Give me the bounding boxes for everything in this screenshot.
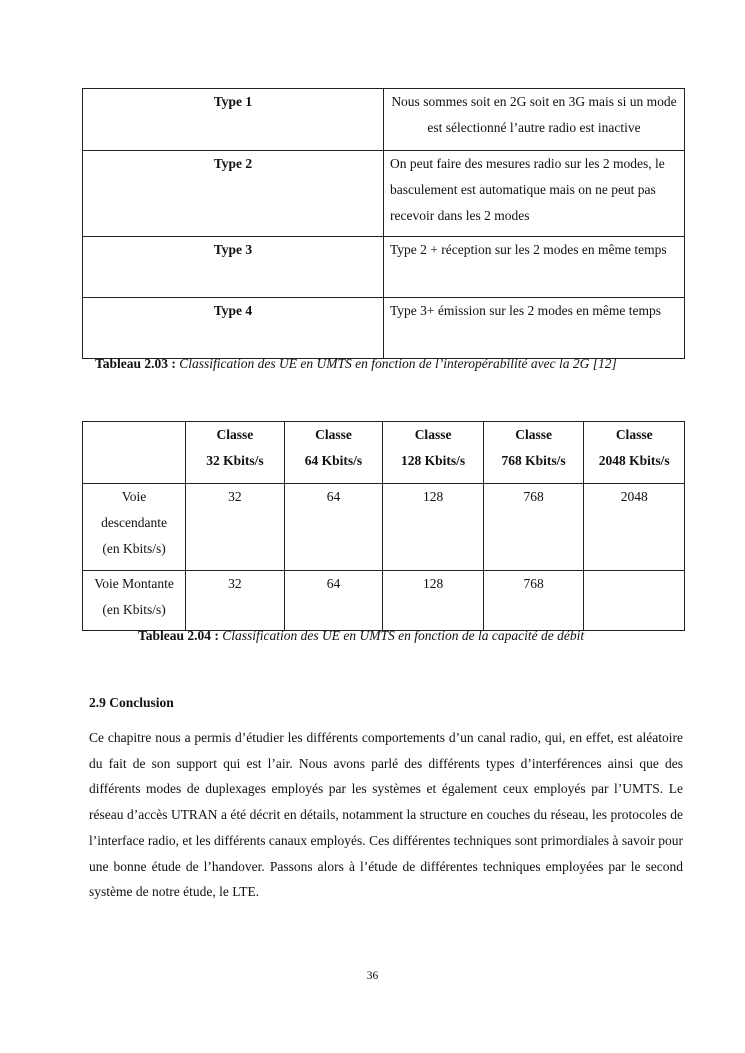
row-label-line: (en Kbits/s) — [102, 602, 166, 617]
table-row — [83, 571, 685, 631]
header-cell — [483, 422, 584, 484]
section-title: 2.9 Conclusion — [89, 695, 174, 710]
value-cell: 768 — [483, 484, 584, 571]
value-cell: 64 — [284, 571, 383, 631]
type-cell: Type 4 — [83, 298, 384, 359]
header-line: Classe — [315, 427, 352, 442]
caption-label: Tableau 2.03 : — [95, 356, 176, 371]
value-cell: 128 — [383, 484, 484, 571]
row-label-line: Voie Montante — [94, 576, 174, 591]
value-cell: 768 — [483, 571, 584, 631]
table-caption — [95, 356, 617, 372]
caption-label: Tableau 2.04 : — [138, 628, 219, 643]
header-line: 64 Kbits/s — [304, 453, 363, 468]
table-row — [83, 484, 685, 571]
type-cell: Type 1 — [83, 89, 384, 151]
value-cell: 2048 — [584, 484, 685, 571]
type-cell: Type 2 — [83, 151, 384, 237]
value-cell: 32 — [186, 484, 285, 571]
header-cell — [584, 422, 685, 484]
description-cell: Type 2 + réception sur les 2 modes en même temps — [384, 237, 685, 298]
conclusion-paragraph: Ce chapitre nous a permis d’étudier les différents comportements d’un canal radio, qui, en effet, est aléatoire du fait de son support qui est l’air. Nous avons parlé des différents types d’interférences ainsi que des différents modes de duplexages employés par les systèmes et également ceux employés par l’UMTS. Le réseau d’accès UTRAN a été décrit en détails, notamment la structure en couches du réseau, les protocoles de l’interface radio, et les différents canaux employés. Ces différentes techniques sont primordiales à savoir pour une bonne étude de l’handover. Passons alors à l’étude de différentes techniques employées par le second système de notre étude, le LTE. — [89, 730, 683, 900]
value-cell: 64 — [284, 484, 383, 571]
header-line: Classe — [216, 427, 254, 442]
ue-bitrate-table — [82, 421, 685, 631]
description-cell: Nous sommes soit en 2G soit en 3G mais si un mode est sélectionné l’autre radio est inactive — [384, 89, 685, 151]
table-row — [83, 237, 685, 298]
table-row — [83, 151, 685, 237]
page-number: 36 — [366, 970, 379, 982]
header-line: 768 Kbits/s — [501, 453, 566, 468]
header-line: Classe — [615, 427, 653, 442]
table-row — [83, 298, 685, 359]
row-label-line: Voie — [121, 489, 147, 504]
description-cell: On peut faire des mesures radio sur les 2 modes, le basculement est automatique mais on ne peut pas recevoir dans les 2 modes — [384, 151, 685, 237]
value-cell — [584, 571, 685, 631]
header-line: Classe — [515, 427, 552, 442]
row-label-line: (en Kbits/s) — [102, 541, 166, 556]
table-header-row — [83, 422, 685, 484]
value-cell: 32 — [186, 571, 285, 631]
description-cell: Type 3+ émission sur les 2 modes en même temps — [384, 298, 685, 359]
table-row — [83, 89, 685, 151]
ue-interoperability-table — [82, 88, 685, 359]
header-cell — [383, 422, 484, 484]
row-label-cell — [83, 571, 186, 631]
value-cell: 128 — [383, 571, 484, 631]
type-cell: Type 3 — [83, 237, 384, 298]
row-label-cell — [83, 484, 186, 571]
header-line: Classe — [414, 427, 452, 442]
row-label-line: descendante — [101, 515, 168, 530]
header-line: 128 Kbits/s — [401, 453, 466, 468]
caption-text: Classification des UE en UMTS en fonction de l’interopérabilité avec la 2G [12] — [175, 356, 617, 371]
header-line: 32 Kbits/s — [206, 453, 264, 468]
header-line: 2048 Kbits/s — [598, 453, 670, 468]
header-cell — [186, 422, 285, 484]
empty-header-cell — [83, 422, 186, 484]
caption-text: Classification des UE en UMTS en fonction de la capacité de débit — [218, 628, 585, 643]
table-caption — [138, 628, 584, 644]
header-cell — [284, 422, 383, 484]
